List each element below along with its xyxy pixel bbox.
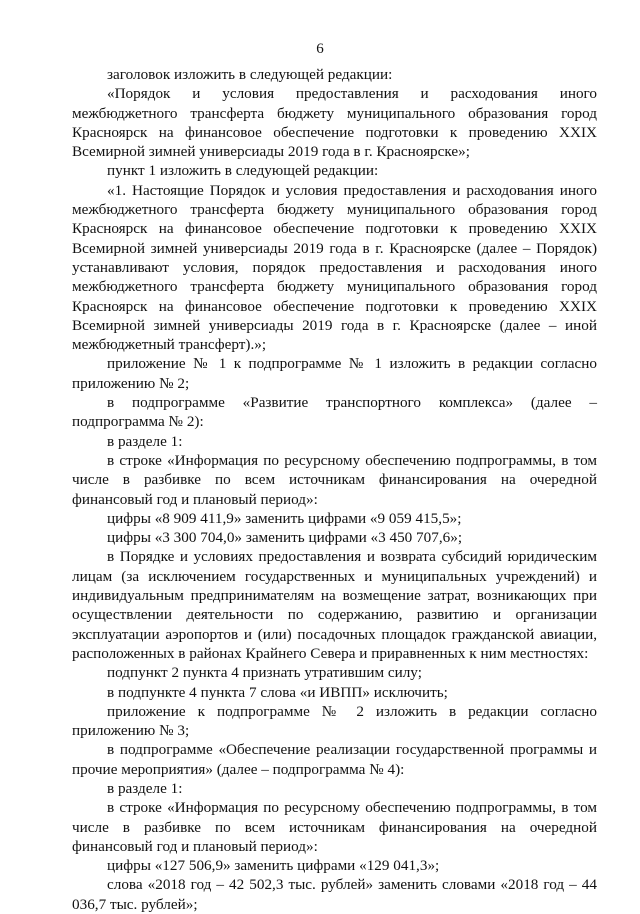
paragraph: заголовок изложить в следующей редакции:	[107, 66, 393, 83]
paragraph: в строке «Информация по ресурсному обеспечению подпрограммы, в том числе в разбивке по всем источникам финансирования на очередной финансовый год и плановый период»:	[72, 799, 597, 855]
paragraph: цифры «127 506,9» заменить цифрами «129 041,3»;	[107, 857, 440, 875]
paragraph: приложение к подпрограмме № 2 изложить в редакции согласно приложению № 3;	[72, 702, 597, 740]
paragraph: в разделе 1:	[107, 779, 183, 797]
paragraph: в Порядке и условиях предоставления и возврата субсидий юридическим лицам (за исключением государственных и муниципальных учреждений) и индивидуальным предпринимателям на возмещение затрат, возникающих при осуществлении деятельности по содержанию, развитию и организации эксплуатации аэропортов и (или) посадочных площадок гражданской авиации, расположенных в районах Крайнего Севера и приравненных к ним местностях:	[72, 548, 597, 662]
paragraph: в строке «Информация по ресурсному обеспечению подпрограммы, в том числе в разбивке по всем источникам финансирования на очередной финансовый год и плановый период»:	[72, 451, 597, 508]
paragraph: приложение № 1 к подпрограмме № 1 изложить в редакции согласно приложению № 2;	[72, 355, 597, 392]
paragraph: слова «2018 год – 42 502,3 тыс. рублей» заменить словами «2018 год – 44 036,7 тыс. рублей»;	[72, 876, 597, 913]
paragraph: в разделе 1:	[107, 432, 183, 450]
paragraph: пункт 1 изложить в следующей редакции:	[107, 162, 379, 180]
paragraph: подпункт 2 пункта 4 признать утратившим силу;	[107, 664, 422, 682]
paragraph: цифры «3 300 704,0» заменить цифрами «3 450 707,6»;	[107, 529, 463, 547]
paragraph: «Порядок и условия предоставления и расходования иного межбюджетного трансферта бюджету муниципального образования город Красноярск на финансовое обеспечение подготовки к проведению XXIX Всемирной зимней универсиады 2019 года в г. Красноярске»;	[72, 85, 597, 161]
paragraph: в подпрограмме «Развитие транспортного комплекса» (далее – подпрограмма № 2):	[72, 394, 597, 431]
page-number: 6	[316, 41, 324, 57]
document-body	[72, 65, 597, 914]
paragraph: в подпункте 4 пункта 7 слова «и ИВПП» исключить;	[107, 683, 448, 701]
paragraph: в подпрограмме «Обеспечение реализации государственной программы и прочие мероприятия» (далее – подпрограмма № 4):	[72, 741, 597, 778]
paragraph: «1. Настоящие Порядок и условия предоставления и расходования иного межбюджетного трансферта бюджету муниципального образования город Красноярск на финансовое обеспечение подготовки к проведению XXIX Всемирной зимней универсиады 2019 года в г. Красноярске (далее – Порядок) устанавливают условия, порядок предоставления и расходования иного межбюджетного трансферта бюджету муниципального образования город Красноярск на финансовое обеспечение подготовки к проведению XXIX Всемирной зимней универсиады 2019 года в г. Красноярске (далее – иной межбюджетный трансферт).»;	[72, 181, 597, 354]
paragraph: цифры «8 909 411,9» заменить цифрами «9 059 415,5»;	[107, 509, 462, 527]
